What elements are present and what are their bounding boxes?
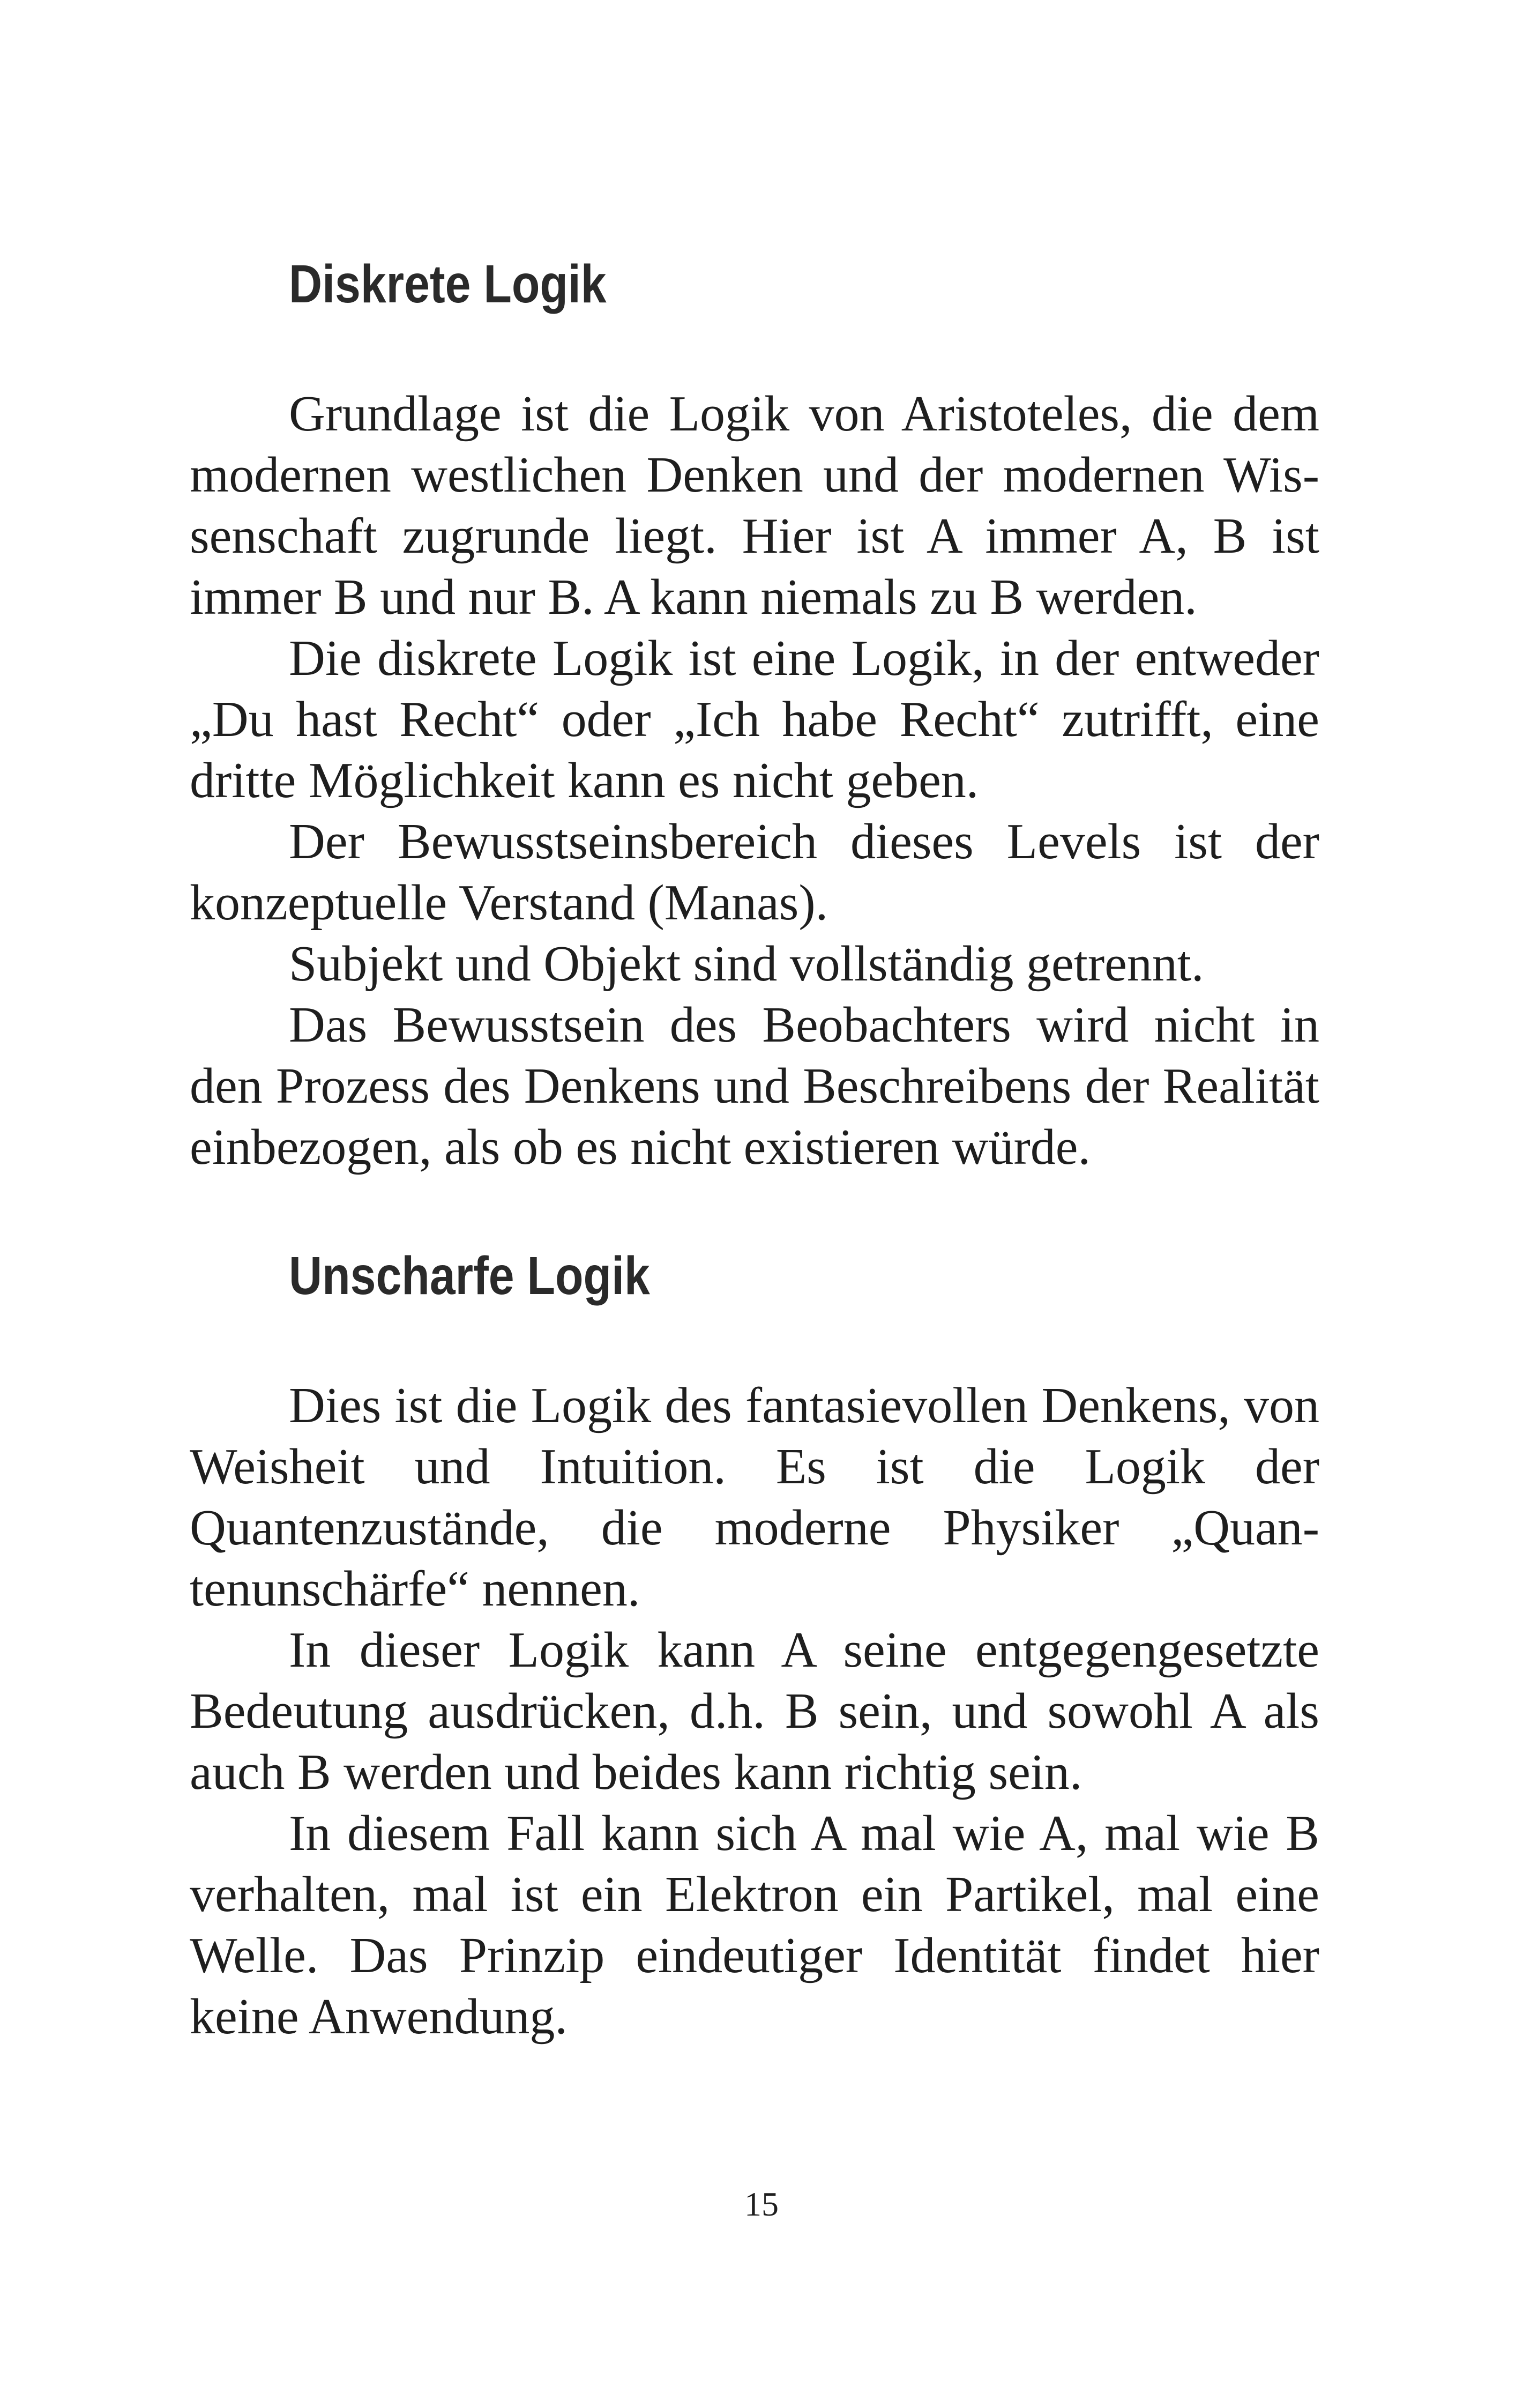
paragraph: In diesem Fall kann sich A mal wie A, mal wie B verhalten, mal ist ein Elektron ein Partikel, mal eine Welle. Das Prinzip eindeutiger Identität findet hier keine Anwendung. <box>190 1805 1319 2045</box>
section-heading-diskrete-logik: Diskrete Logik <box>289 254 607 314</box>
paragraph: Grundlage ist die Logik von Aristoteles, die dem modernen westlichen Denken und der modernen Wissenschaft zugrunde liegt. Hier ist A immer A, B ist immer B und nur B. A kann niemals zu B werden. <box>190 386 1319 625</box>
paragraph: Die diskrete Logik ist eine Logik, in der entweder „Du hast Recht“ oder „Ich habe Recht“ zutrifft, eine dritte Möglichkeit kann es nicht geben. <box>190 630 1319 808</box>
paragraph: Das Bewusstsein des Beobachters wird nicht in den Prozess des Denkens und Beschreibens der Realität einbezogen, als ob es nicht existieren würde. <box>190 997 1319 1175</box>
section-body-diskrete-logik <box>190 383 1319 1178</box>
section-body-unscharfe-logik <box>190 1375 1319 2047</box>
paragraph: Subjekt und Objekt sind vollständig getrennt. <box>289 936 1204 992</box>
paragraph: Dies ist die Logik des fantasievollen Denkens, von Weisheit und Intuition. Es ist die Logik der Quantenzustände, die moderne Physiker „Quantenunschärfe“ nennen. <box>190 1378 1319 1617</box>
paragraph: Der Bewusstseinsbereich dieses Levels ist der konzeptuelle Verstand (Manas). <box>190 814 1319 931</box>
page-number: 15 <box>744 2185 779 2223</box>
paragraph: In dieser Logik kann A seine entgegengesetzte Bedeutung ausdrücken, d.h. B sein, und sowohl A als auch B werden und beides kann richtig sein. <box>190 1622 1319 1800</box>
section-heading-unscharfe-logik: Unscharfe Logik <box>289 1246 650 1306</box>
